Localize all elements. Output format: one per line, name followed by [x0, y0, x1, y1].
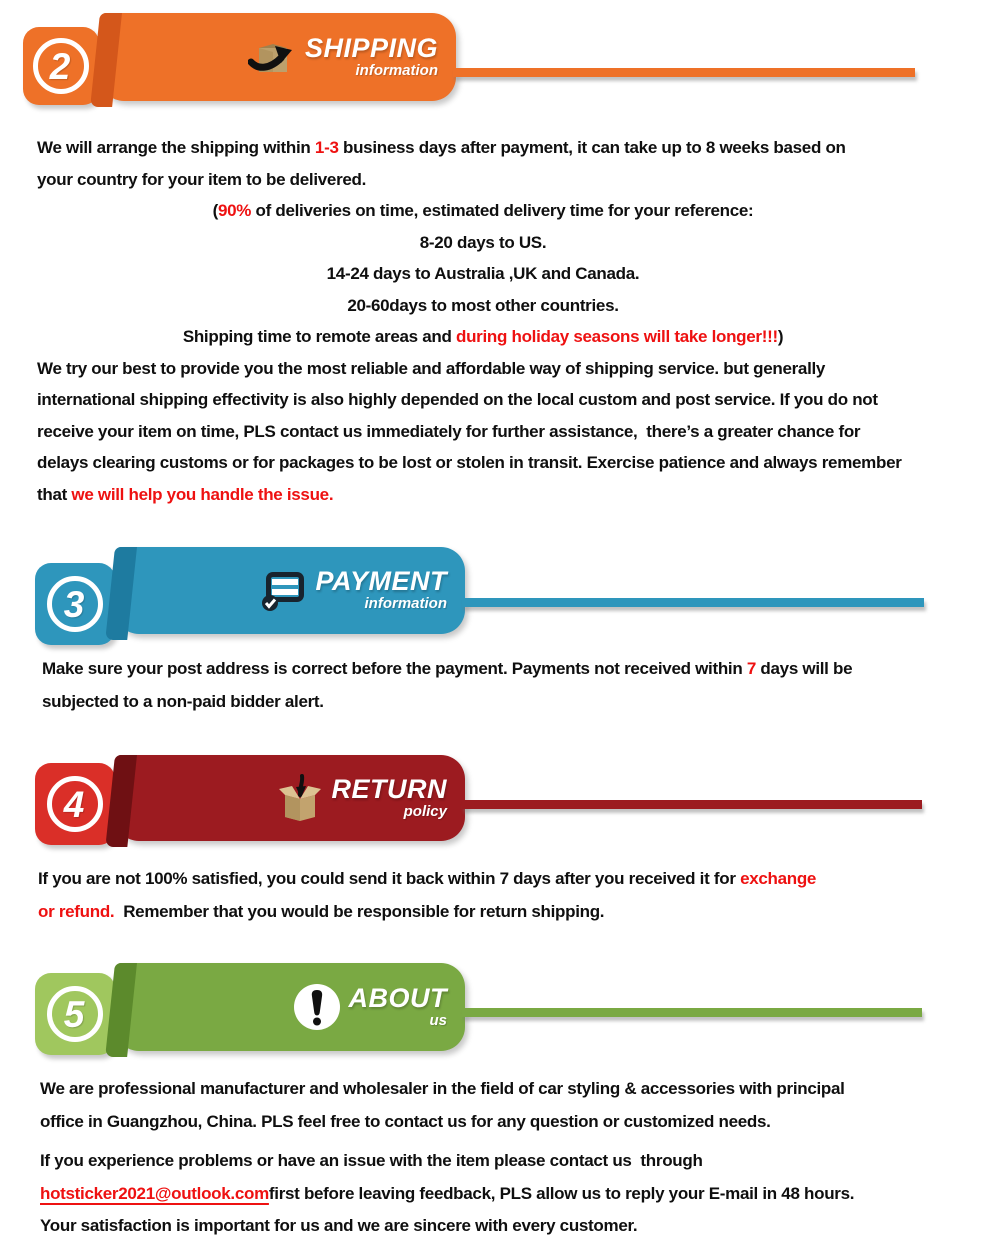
payment-text-block [42, 652, 932, 718]
body-text: If you are not 100% satisfied, you could send it back within 7 days after you received it for [38, 869, 741, 888]
section-number-badge [33, 38, 89, 94]
body-text: ( [212, 201, 218, 220]
banner-titles [348, 982, 448, 1029]
section-subtitle: policy [403, 802, 447, 820]
body-text: Shipping time to remote areas and [182, 327, 457, 346]
body-text: We will arrange the shipping within [37, 138, 315, 157]
text-line [37, 447, 929, 479]
banner-fold [105, 547, 137, 640]
body-text: ) [777, 327, 784, 346]
section-number-badge [47, 576, 103, 632]
text-line [37, 479, 929, 511]
text-line [37, 132, 929, 164]
highlighted-text: 7 [746, 659, 756, 678]
section-number: 2 [49, 45, 71, 87]
text-line [38, 862, 928, 895]
banner-titles [316, 568, 448, 612]
highlighted-text: during holiday seasons will take longer!!! [456, 327, 778, 346]
body-text: your country for your item to be delivered. [37, 169, 367, 189]
section-number-badge [47, 986, 103, 1042]
text-line [37, 258, 929, 290]
body-text: Remember that you would be responsible for return shipping. [114, 902, 605, 921]
return-box-icon [274, 772, 326, 824]
shipping-number-tab [23, 27, 99, 105]
highlighted-text: exchange [740, 869, 817, 888]
body-text: 14-24 days to Australia ,UK and Canada. [326, 264, 640, 283]
section-title: RETURN [331, 773, 447, 804]
highlighted-text: or refund. [38, 902, 115, 921]
shipping-text-block [37, 132, 929, 510]
payment-section-banner [0, 545, 1000, 650]
text-line [40, 1106, 930, 1139]
body-text: business days after payment, it can take up to 8 weeks based on [338, 138, 846, 157]
text-line [37, 227, 929, 259]
text-line [37, 195, 929, 227]
payment-number-tab [35, 563, 115, 645]
shipping-section-banner [0, 10, 1000, 122]
body-text: We are professional manufacturer and wholesaler in the field of car styling & accessories with principal [40, 1079, 845, 1098]
return-section-banner [0, 753, 1000, 855]
body-text: Your satisfaction is important for us and we are sincere with every customer. [40, 1216, 638, 1235]
about-text-block [40, 1073, 930, 1243]
section-title: PAYMENT [315, 566, 447, 597]
text-line [40, 1145, 930, 1178]
section-title: SHIPPING [304, 32, 438, 63]
text-line [37, 384, 929, 416]
banner-rule-line [462, 598, 924, 607]
body-text: days will be [756, 659, 853, 678]
section-number: 4 [63, 783, 85, 825]
section-subtitle: information [364, 595, 447, 613]
body-text: delays clearing customs or for packages to be lost or stolen in transit. Exercise patience and always remember [37, 453, 902, 472]
credit-card-icon [258, 565, 310, 617]
body-text: international shipping effectivity is also highly depended on the local custom and post service. If you do not [37, 390, 878, 409]
body-text: If you experience problems or have an issue with the item please contact us through [40, 1151, 703, 1170]
highlighted-text: 90% [217, 201, 252, 220]
body-text: first before leaving feedback, PLS allow us to reply your E-mail in 48 hours. [268, 1183, 855, 1203]
body-text: that [37, 484, 72, 504]
about-banner [115, 963, 465, 1051]
text-line [38, 895, 928, 928]
body-text: 8-20 days to US. [419, 232, 547, 252]
body-text: subjected to a non-paid bidder alert. [42, 692, 324, 711]
section-subtitle: information [355, 61, 438, 79]
section-number-badge [47, 776, 103, 832]
section-subtitle: us [429, 1011, 447, 1029]
banner-fold [90, 13, 122, 107]
text-line [37, 164, 929, 196]
shipping-banner [100, 13, 456, 101]
banner-rule-line [462, 800, 922, 809]
text-line [37, 321, 929, 353]
contact-email-link[interactable]: hotsticker2021@outlook.com [40, 1183, 269, 1203]
section-number: 5 [63, 993, 85, 1035]
text-line [37, 353, 929, 385]
text-line [37, 416, 929, 448]
banner-rule-line [462, 1008, 922, 1017]
highlighted-text: 1-3 [314, 138, 339, 157]
return-text-block [38, 862, 928, 928]
body-text: 20-60days to most other countries. [347, 295, 619, 315]
body-text: Make sure your post address is correct before the payment. Payments not received within [42, 659, 747, 678]
text-line [42, 685, 932, 718]
body-text: We try our best to provide you the most reliable and affordable way of shipping service. but generally [37, 358, 826, 378]
body-text: office in Guangzhou, China. PLS feel free to contact us for any question or customized needs. [40, 1111, 771, 1131]
text-line [40, 1210, 930, 1243]
about-section-banner [0, 963, 1000, 1065]
section-title: ABOUT [348, 982, 447, 1013]
text-line [37, 290, 929, 322]
exclamation-icon [291, 981, 343, 1033]
banner-titles [304, 32, 438, 79]
body-text: of deliveries on time, estimated delivery time for your reference: [251, 201, 754, 220]
text-line [40, 1178, 930, 1211]
payment-banner [115, 547, 465, 634]
banner-rule-line [453, 68, 915, 77]
highlighted-text: we will help you handle the issue. [71, 484, 334, 504]
body-text: receive your item on time, PLS contact us immediately for further assistance, there’s a greater chance for [37, 421, 861, 441]
text-line [42, 652, 932, 685]
banner-titles [331, 773, 448, 820]
return-banner [115, 755, 465, 841]
shipping-box-icon [247, 31, 299, 83]
about-number-tab [35, 973, 115, 1055]
return-number-tab [35, 763, 115, 845]
text-line [40, 1073, 930, 1106]
section-number: 3 [63, 583, 85, 625]
